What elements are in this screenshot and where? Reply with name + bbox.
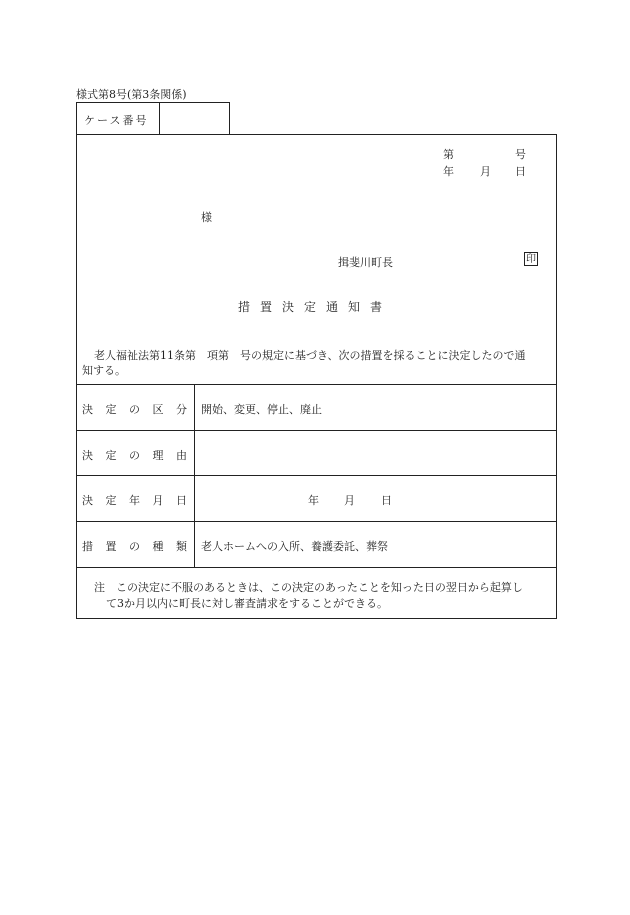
table-bottom-border bbox=[76, 567, 557, 568]
case-number-box bbox=[76, 102, 230, 134]
body-text-line1: 老人福祉法第11条第 項第 号の規定に基づき、次の措置を採ることに決定したので通 bbox=[94, 349, 526, 362]
decision-date-day: 日 bbox=[381, 494, 392, 507]
measure-type-value: 老人ホームへの入所、養護委託、葬祭 bbox=[201, 540, 388, 553]
form-number-label: 様式第8号(第3条関係) bbox=[76, 88, 187, 101]
row-divider bbox=[76, 430, 557, 431]
body-text-line2: 知する。 bbox=[82, 364, 126, 377]
seal-mark: 印 bbox=[526, 254, 536, 265]
case-number-label: ケース番号 bbox=[84, 114, 149, 127]
doc-number-suffix: 号 bbox=[515, 148, 526, 161]
note-line1: 注 この決定に不服のあるときは、この決定のあったことを知った日の翌日から起算し bbox=[94, 581, 523, 594]
table-top-border bbox=[76, 384, 557, 385]
date-day-label: 日 bbox=[515, 165, 526, 178]
date-year-label: 年 bbox=[443, 165, 454, 178]
row-divider bbox=[76, 521, 557, 522]
column-divider bbox=[194, 384, 195, 567]
case-number-divider bbox=[159, 103, 160, 134]
date-month-label: 月 bbox=[480, 165, 491, 178]
table-row-label: 決定の理由 bbox=[82, 449, 187, 462]
issuer-name: 揖斐川町長 bbox=[338, 256, 393, 269]
decision-category-value: 開始、変更、停止、廃止 bbox=[201, 403, 322, 416]
table-row-label: 措置の種類 bbox=[82, 540, 187, 553]
decision-date-month: 月 bbox=[344, 494, 355, 507]
decision-date-year: 年 bbox=[308, 494, 319, 507]
doc-number-prefix: 第 bbox=[443, 148, 454, 161]
table-row-label: 決定年月日 bbox=[82, 494, 187, 507]
note-line2: て3か月以内に町長に対し審査請求をすることができる。 bbox=[106, 597, 388, 610]
table-row-label: 決定の区分 bbox=[82, 403, 187, 416]
document-title: 措置決定通知書 bbox=[237, 300, 392, 314]
row-divider bbox=[76, 475, 557, 476]
addressee-suffix: 様 bbox=[201, 211, 212, 224]
